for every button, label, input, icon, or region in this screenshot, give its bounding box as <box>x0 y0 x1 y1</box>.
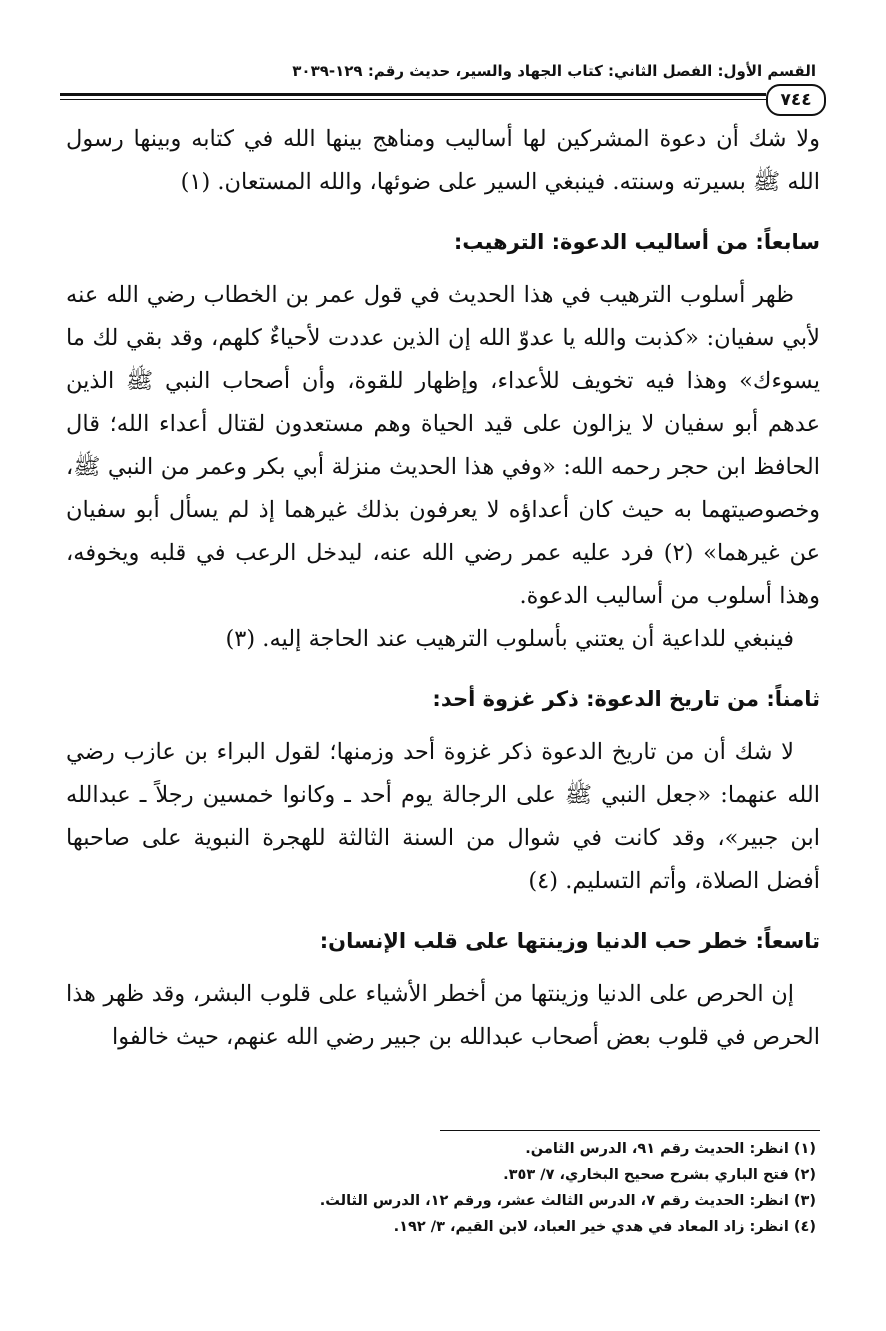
page-body <box>66 118 820 1059</box>
section-7-paragraph-2: فينبغي للداعية أن يعتني بأسلوب الترهيب عند الحاجة إليه. (٣) <box>225 626 794 652</box>
footnote-4: (٤) انظر: زاد المعاد في هدي خير العباد، لابن القيم، ٣/ ١٩٢. <box>393 1219 816 1235</box>
footnote-3: (٣) انظر: الحديث رقم ٧، الدرس الثالث عشر، ورقم ١٢، الدرس الثالث. <box>319 1193 816 1209</box>
section-heading-9: تاسعاً: خطر حب الدنيا وزينتها على قلب الإنسان: <box>319 929 820 953</box>
section-heading-7: سابعاً: من أساليب الدعوة: الترهيب: <box>453 230 820 254</box>
section-8-paragraph: لا شك أن من تاريخ الدعوة ذكر غزوة أحد وزمنها؛ لقول البراء بن عازب رضي الله عنهما: «جعل النبي ﷺ على الرجالة يوم أحد ـ وكانوا خمسين رجلاً ـ عبدالله ابن جبير»، وقد كانت في شوال من السنة الثالثة للهجرة النبوية على صاحبها أفضل الصلاة، وأتم التسليم. (٤) <box>66 739 820 894</box>
section-9-paragraph: إن الحرص على الدنيا وزينتها من أخطر الأشياء على قلوب البشر، وقد ظهر هذا الحرص في قلوب بعض أصحاب عبدالله بن جبير رضي الله عنهم، حيث خالفوا <box>66 981 820 1050</box>
section-7-paragraph-1: ظهر أسلوب الترهيب في هذا الحديث في قول عمر بن الخطاب رضي الله عنه لأبي سفيان: «كذبت والله يا عدوّ الله إن الذين عددت لأحياءٌ كلهم، وقد بقي لك ما يسوءك» وهذا فيه تخويف للأعداء، وإظهار للقوة، وأن أصحاب النبي ﷺ الذين عدهم أبو سفيان لا يزالون على قيد الحياة وهم مستعدون لقتال أعداء الله؛ قال الحافظ ابن حجر رحمه الله: «وفي هذا الحديث منزلة أبي بكر وعمر من النبي ﷺ، وخصوصيتهما به حيث كان أعداؤه لا يعرفون بذلك غيرهما إذ لم يسأل أبو سفيان عن غيرهما» (٢) فرد عليه عمر رضي الله عنه، ليدخل الرعب في قلبه ويخوفه، وهذا أسلوب من أساليب الدعوة. <box>66 282 820 609</box>
page-number: ٧٤٤ <box>766 84 826 116</box>
footnotes <box>66 1136 816 1240</box>
footnote-rule <box>440 1130 820 1131</box>
footnote-1: (١) انظر: الحديث رقم ٩١، الدرس الثامن. <box>525 1141 816 1157</box>
header-rule <box>60 93 766 96</box>
intro-paragraph: ولا شك أن دعوة المشركين لها أساليب ومناهج بينها الله في كتابه وبينها رسول الله ﷺ بسيرته وسنته. فينبغي السير على ضوئها، والله المستعان. (١) <box>66 126 820 195</box>
section-heading-8: ثامناً: من تاريخ الدعوة: ذكر غزوة أحد: <box>432 687 820 711</box>
footnote-2: (٢) فتح الباري بشرح صحيح البخاري، ٧/ ٣٥٣. <box>503 1167 816 1183</box>
header-rule-thin <box>60 99 766 100</box>
running-header: القسم الأول: الفصل الثاني: كتاب الجهاد والسير، حديث رقم: ١٢٩-٣٠٣٩ <box>292 62 816 80</box>
